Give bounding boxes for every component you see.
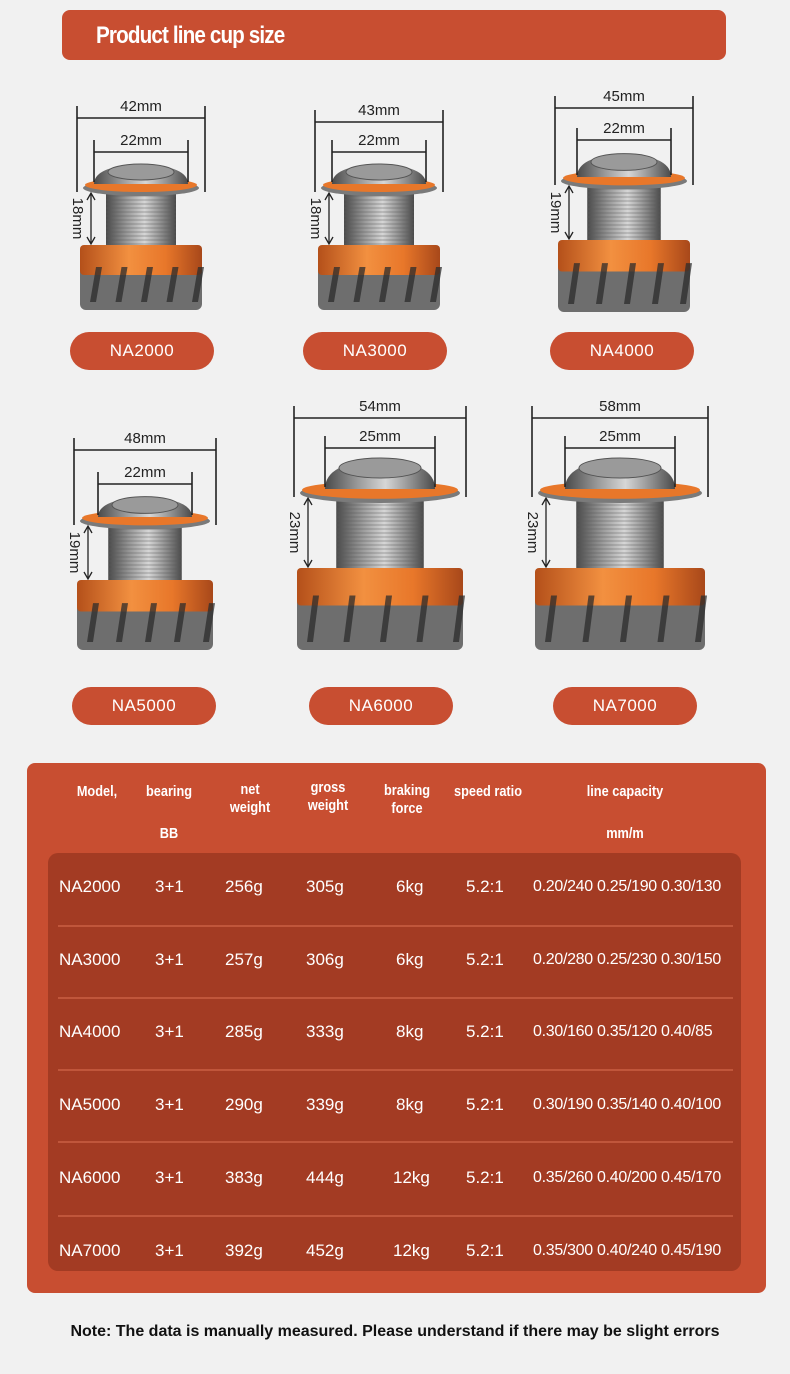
cell-gross-weight: 452g <box>306 1241 344 1260</box>
cell-net-weight: 285g <box>225 1022 263 1041</box>
cell-bearing: 3+1 <box>155 1241 184 1260</box>
model-label-na6000: NA6000 <box>309 687 453 725</box>
cell-braking-force: 6kg <box>396 950 424 969</box>
row-divider <box>58 1069 733 1071</box>
table-row <box>48 1002 741 1062</box>
inner-diameter-label: 25mm <box>359 428 401 445</box>
cell-model: NA4000 <box>59 1022 121 1041</box>
inner-diameter-label: 22mm <box>358 132 400 149</box>
cell-speed-ratio: 5.2:1 <box>466 1241 504 1260</box>
header-bearing: bearing <box>145 783 193 800</box>
header-net-weight: net weight <box>229 781 271 816</box>
cell-gross-weight: 333g <box>306 1022 344 1041</box>
spool-cap-top <box>112 497 178 514</box>
spool-na4000 <box>547 88 693 312</box>
table-row <box>48 857 741 917</box>
spool-na2000 <box>69 98 205 310</box>
header-speed-ratio: speed ratio <box>453 783 523 800</box>
spool-na5000 <box>66 430 216 650</box>
header-gross-weight: gross weight <box>307 779 349 814</box>
cell-bearing: 3+1 <box>155 950 184 969</box>
cell-bearing: 3+1 <box>155 877 184 896</box>
table-body <box>48 853 741 1271</box>
spec-table <box>27 763 766 1293</box>
height-label: 19mm <box>66 531 83 574</box>
cell-gross-weight: 339g <box>306 1095 344 1114</box>
disclaimer-note: Note: The data is manually measured. Please understand if there may be slight errors <box>70 1323 720 1340</box>
cell-gross-weight: 444g <box>306 1168 344 1187</box>
cell-line-capacity: 0.30/160 0.35/120 0.40/85 <box>533 1023 713 1040</box>
outer-diameter-label: 48mm <box>124 430 166 447</box>
spool-cap-top <box>346 164 412 180</box>
inner-diameter-label: 22mm <box>124 464 166 481</box>
height-label: 18mm <box>307 197 324 240</box>
height-label: 23mm <box>286 511 303 554</box>
spool-na7000 <box>524 398 708 650</box>
outer-diameter-label: 43mm <box>358 102 400 119</box>
cell-braking-force: 6kg <box>396 877 424 896</box>
inner-diameter-label: 25mm <box>599 428 641 445</box>
cell-line-capacity: 0.35/300 0.40/240 0.45/190 <box>533 1242 721 1259</box>
cell-line-capacity: 0.30/190 0.35/140 0.40/100 <box>533 1096 721 1113</box>
row-divider <box>58 1215 733 1217</box>
header-bearing-unit: BB <box>159 825 179 842</box>
table-row <box>48 1075 741 1135</box>
cell-model: NA3000 <box>59 950 121 969</box>
height-label: 19mm <box>547 191 564 234</box>
cell-bearing: 3+1 <box>155 1095 184 1114</box>
cell-braking-force: 8kg <box>396 1095 424 1114</box>
cell-braking-force: 12kg <box>393 1168 430 1187</box>
model-label-na2000: NA2000 <box>70 332 214 370</box>
cell-braking-force: 12kg <box>393 1241 430 1260</box>
header-braking-force: braking force <box>383 782 431 817</box>
cell-model: NA2000 <box>59 877 121 896</box>
spool-orange-band <box>535 568 705 606</box>
cell-line-capacity: 0.20/240 0.25/190 0.30/130 <box>533 878 721 895</box>
header-line-capacity: line capacity <box>586 783 664 800</box>
table-row <box>48 930 741 990</box>
outer-diameter-label: 58mm <box>599 398 641 415</box>
cell-line-capacity: 0.35/260 0.40/200 0.45/170 <box>533 1169 721 1186</box>
header-model: Model, <box>76 783 118 800</box>
page-title: Product line cup size <box>96 22 285 49</box>
cell-net-weight: 257g <box>225 950 263 969</box>
cell-net-weight: 392g <box>225 1241 263 1260</box>
inner-diameter-label: 22mm <box>603 120 645 137</box>
cell-speed-ratio: 5.2:1 <box>466 950 504 969</box>
spool-cap-top <box>591 154 657 171</box>
cell-gross-weight: 305g <box>306 877 344 896</box>
height-label: 23mm <box>524 511 541 554</box>
row-divider <box>58 1141 733 1143</box>
row-divider <box>58 925 733 927</box>
cell-net-weight: 383g <box>225 1168 263 1187</box>
cell-model: NA5000 <box>59 1095 121 1114</box>
cell-braking-force: 8kg <box>396 1022 424 1041</box>
cell-line-capacity: 0.20/280 0.25/230 0.30/150 <box>533 951 721 968</box>
cell-bearing: 3+1 <box>155 1022 184 1041</box>
spool-na6000 <box>286 398 466 650</box>
table-row <box>48 1148 741 1208</box>
cell-speed-ratio: 5.2:1 <box>466 877 504 896</box>
spool-na3000 <box>307 102 443 310</box>
cell-speed-ratio: 5.2:1 <box>466 1022 504 1041</box>
cell-bearing: 3+1 <box>155 1168 184 1187</box>
spool-cap-top <box>579 458 661 478</box>
cell-speed-ratio: 5.2:1 <box>466 1168 504 1187</box>
cell-gross-weight: 306g <box>306 950 344 969</box>
model-label-na4000: NA4000 <box>550 332 694 370</box>
spool-cap-top <box>108 164 174 180</box>
cell-net-weight: 290g <box>225 1095 263 1114</box>
header-line-capacity-unit: mm/m <box>606 825 644 842</box>
model-label-na5000: NA5000 <box>72 687 216 725</box>
outer-diameter-label: 45mm <box>603 88 645 105</box>
inner-diameter-label: 22mm <box>120 132 162 149</box>
spool-cap-top <box>339 458 421 478</box>
outer-diameter-label: 42mm <box>120 98 162 115</box>
cell-model: NA6000 <box>59 1168 121 1187</box>
model-label-na3000: NA3000 <box>303 332 447 370</box>
cell-model: NA7000 <box>59 1241 121 1260</box>
height-label: 18mm <box>69 197 86 240</box>
model-label-na7000: NA7000 <box>553 687 697 725</box>
spool-orange-band <box>297 568 463 606</box>
row-divider <box>58 997 733 999</box>
outer-diameter-label: 54mm <box>359 398 401 415</box>
cell-net-weight: 256g <box>225 877 263 896</box>
table-row <box>48 1221 741 1281</box>
cell-speed-ratio: 5.2:1 <box>466 1095 504 1114</box>
